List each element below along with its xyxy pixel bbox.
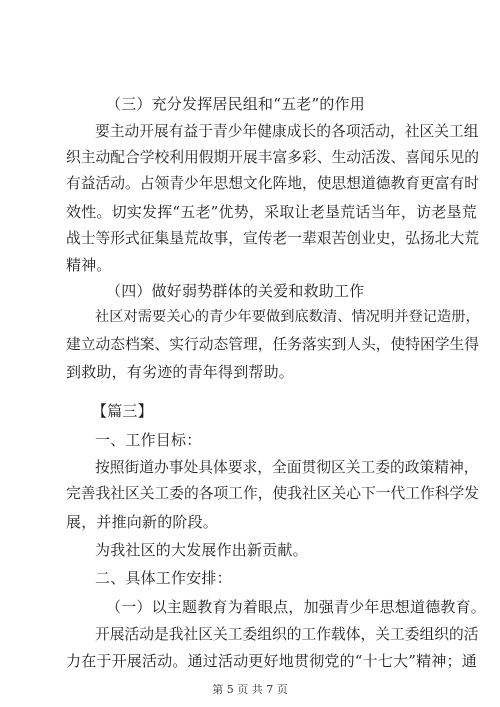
paragraph-line: 效性。切实发挥“五老”优势，采取让老垦荒话当年，访老垦荒: [66, 203, 477, 221]
section-heading: （一）以主题教育为着眼点，加强青少年思想道德教育。: [106, 598, 487, 616]
paragraph-line: 要主动开展有益于青少年健康成长的各项活动，社区关工组: [95, 123, 479, 140]
subsection-heading: 二、具体工作安排：: [95, 569, 232, 587]
page-number-footer: 第 5 页 共 7 页: [212, 683, 288, 696]
paragraph-line: 精神。: [66, 256, 112, 274]
paragraph-line: 建立动态档案、实行动态管理，任务落实到人头，使特困学生得: [66, 336, 479, 353]
paragraph-line: 织主动配合学校利用假期开展丰富多彩、生动活泼、喜闻乐见的: [66, 149, 479, 166]
paragraph-line: 按照街道办事处具体要求，全面贯彻区关工委的政策精神，: [95, 459, 479, 476]
paragraph-line: 社区对需要关心的青少年要做到底数清、情况明并登记造册，: [95, 309, 480, 325]
paragraph-line: 有益活动。占领青少年思想文化阵地，使思想道德教育更富有时: [66, 175, 479, 192]
paragraph-line: 为我社区的大发展作出新贡献。: [95, 541, 308, 559]
paragraph-line: 开展活动是我社区关工委组织的工作载体，关工委组织的活: [95, 626, 479, 643]
paragraph-line: 战士等形式征集垦荒故事，宣传老一辈艰苦创业史，弘扬北大荒: [66, 230, 479, 247]
paragraph-line: 展，并推向新的阶段。: [66, 513, 219, 531]
section-heading-3: （三）充分发挥居民组和“五老”的作用: [106, 95, 365, 113]
part-heading: 【篇三】: [92, 402, 153, 420]
paragraph-line: 完善我社区关工委的各项工作，使我社区关心下一代工作科学发: [66, 485, 479, 502]
section-heading-4: （四）做好弱势群体的关爱和救助工作: [106, 282, 365, 300]
subsection-heading: 一、工作目标：: [95, 431, 202, 449]
paragraph-line: 力在于开展活动。通过活动更好地贯彻党的“十七大”精神；通: [66, 652, 477, 670]
paragraph-line: 到救助，有劣迹的青年得到帮助。: [66, 363, 295, 381]
